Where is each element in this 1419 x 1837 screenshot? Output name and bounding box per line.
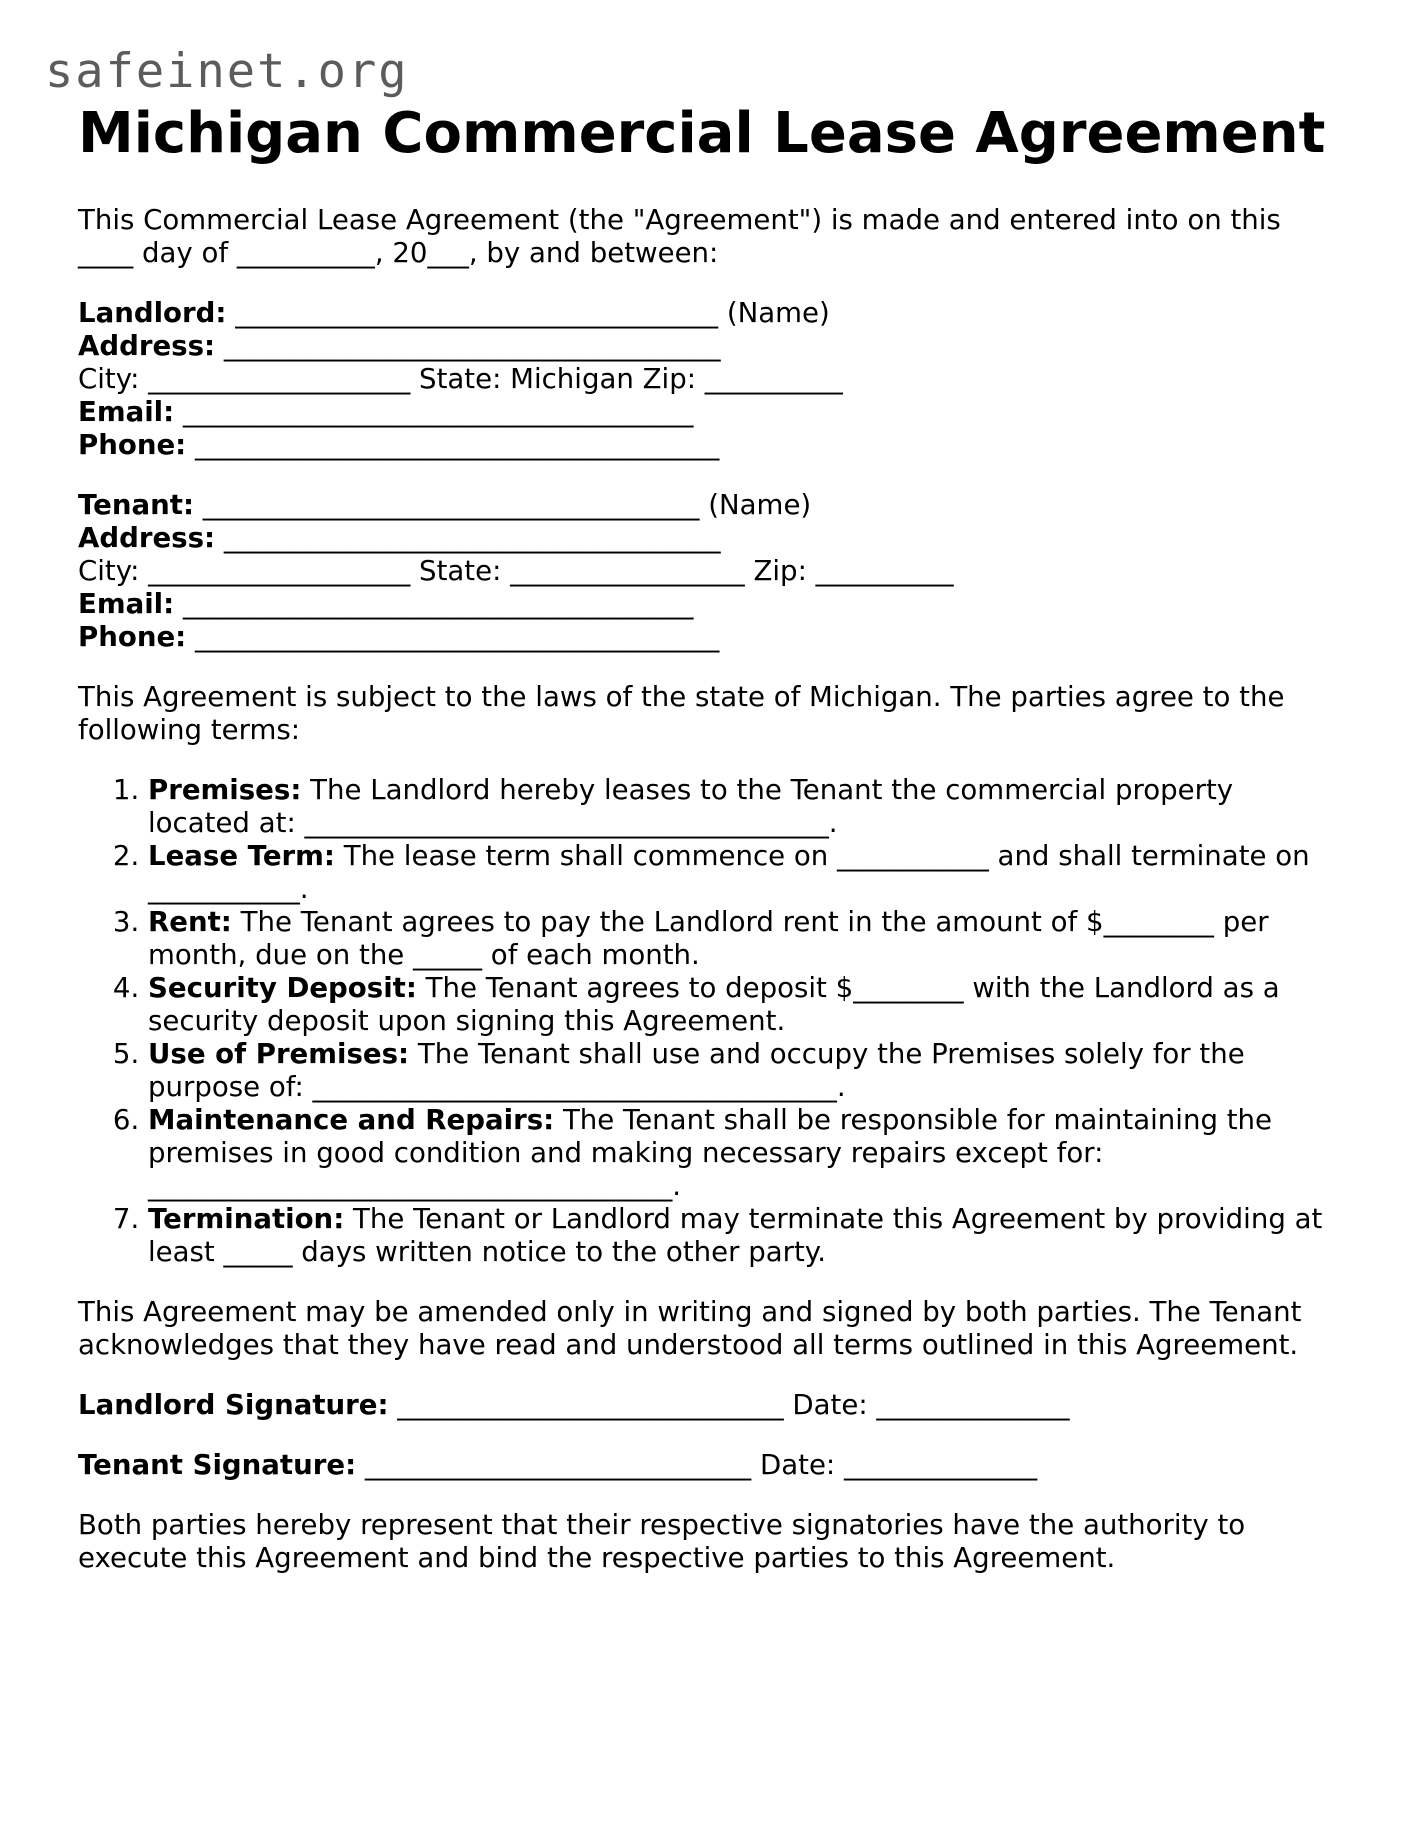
term-text: located at: ______________________________________. — [148, 806, 838, 839]
landlord-signature-label: Landlord Signature: — [78, 1388, 389, 1421]
landlord-phone-label: Phone: — [78, 428, 187, 461]
laws-line-2: following terms: — [78, 713, 301, 746]
tenant-name-line — [78, 488, 1348, 521]
tenant-signature-label: Tenant Signature: — [78, 1448, 357, 1481]
term-label: Lease Term: — [148, 839, 335, 872]
tenant-address-line — [78, 521, 1348, 554]
tenant-city-line: City: ___________________ State: _________________ Zip: __________ — [78, 554, 954, 587]
tenant-name-field: ____________________________________ (Name) — [194, 488, 812, 521]
closing-line-1: Both parties hereby represent that their respective signatories have the authority to — [78, 1508, 1246, 1541]
landlord-phone-line — [78, 428, 1348, 461]
watermark-text: safeinet.org — [45, 44, 409, 99]
term-text: The Tenant shall use and occupy the Premises solely for the — [409, 1037, 1245, 1070]
terms-list — [78, 773, 1348, 1268]
tenant-signature-field: ____________________________ Date: ______________ — [356, 1448, 1038, 1481]
term-lease-term — [148, 839, 1348, 905]
tenant-email-field: _____________________________________ — [174, 587, 694, 620]
term-text: The lease term shall commence on ___________ and shall terminate on — [334, 839, 1310, 872]
term-label: Premises: — [148, 773, 302, 806]
term-text: least _____ days written notice to the other party. — [148, 1235, 826, 1268]
tenant-address-field: ____________________________________ — [215, 521, 721, 554]
landlord-name-line — [78, 296, 1348, 329]
amendment-line-2: acknowledges that they have read and understood all terms outlined in this Agreement. — [78, 1328, 1299, 1361]
tenant-name-label: Tenant: — [78, 488, 195, 521]
landlord-address-label: Address: — [78, 329, 216, 362]
term-text: The Tenant shall be responsible for maintaining the — [554, 1103, 1273, 1136]
tenant-phone-label: Phone: — [78, 620, 187, 653]
term-rent — [148, 905, 1348, 971]
term-text: ___________. — [148, 872, 309, 905]
landlord-email-field: _____________________________________ — [174, 395, 694, 428]
term-text: The Tenant agrees to deposit $________ with the Landlord as a — [416, 971, 1280, 1004]
landlord-signature-field: ____________________________ Date: ______________ — [388, 1388, 1070, 1421]
amendment-line-1: This Agreement may be amended only in writing and signed by both parties. The Tenant — [78, 1295, 1302, 1328]
term-security-deposit — [148, 971, 1348, 1037]
tenant-phone-field: ______________________________________ — [186, 620, 720, 653]
term-text: The Landlord hereby leases to the Tenant the commercial property — [301, 773, 1234, 806]
tenant-email-label: Email: — [78, 587, 175, 620]
document-title: Michigan Commercial Lease Agreement — [78, 101, 1326, 166]
landlord-signature-line — [78, 1388, 1348, 1421]
landlord-email-label: Email: — [78, 395, 175, 428]
amendment-paragraph — [78, 1295, 1348, 1361]
term-use-of-premises — [148, 1037, 1348, 1103]
landlord-city-line: City: ___________________ State: Michigan Zip: __________ — [78, 362, 843, 395]
landlord-phone-field: ______________________________________ — [186, 428, 720, 461]
term-label: Use of Premises: — [148, 1037, 410, 1070]
term-text: month, due on the _____ of each month. — [148, 938, 700, 971]
term-label: Termination: — [148, 1202, 345, 1235]
term-label: Maintenance and Repairs: — [148, 1103, 555, 1136]
term-maintenance-repairs — [148, 1103, 1348, 1202]
landlord-email-line — [78, 395, 1348, 428]
landlord-info-block — [78, 296, 1348, 461]
landlord-address-line — [78, 329, 1348, 362]
laws-paragraph — [78, 680, 1348, 746]
tenant-phone-line — [78, 620, 1348, 653]
term-text: premises in good condition and making necessary repairs except for: — [148, 1136, 1104, 1169]
term-label: Security Deposit: — [148, 971, 417, 1004]
landlord-name-label: Landlord: — [78, 296, 227, 329]
intro-paragraph — [78, 203, 1348, 269]
tenant-signature-line — [78, 1448, 1348, 1481]
tenant-info-block — [78, 488, 1348, 653]
tenant-email-line — [78, 587, 1348, 620]
tenant-address-label: Address: — [78, 521, 216, 554]
intro-line-2: ____ day of __________, 20___, by and between: — [78, 236, 719, 269]
term-termination — [148, 1202, 1348, 1268]
closing-line-2: execute this Agreement and bind the respective parties to this Agreement. — [78, 1541, 1116, 1574]
landlord-address-field: ____________________________________ — [215, 329, 721, 362]
landlord-name-field: ___________________________________ (Name) — [226, 296, 830, 329]
term-text: The Tenant or Landlord may terminate this Agreement by providing at — [344, 1202, 1323, 1235]
closing-paragraph — [78, 1508, 1348, 1574]
term-text: The Tenant agrees to pay the Landlord rent in the amount of $________ per — [231, 905, 1269, 938]
document-body — [78, 203, 1348, 1601]
term-premises — [148, 773, 1348, 839]
term-text: security deposit upon signing this Agreement. — [148, 1004, 786, 1037]
term-text: ______________________________________. — [148, 1169, 682, 1202]
intro-line-1: This Commercial Lease Agreement (the "Agreement") is made and entered into on this — [78, 203, 1281, 236]
term-text: purpose of: ______________________________________. — [148, 1070, 846, 1103]
term-label: Rent: — [148, 905, 232, 938]
laws-line-1: This Agreement is subject to the laws of the state of Michigan. The parties agree to the — [78, 680, 1285, 713]
